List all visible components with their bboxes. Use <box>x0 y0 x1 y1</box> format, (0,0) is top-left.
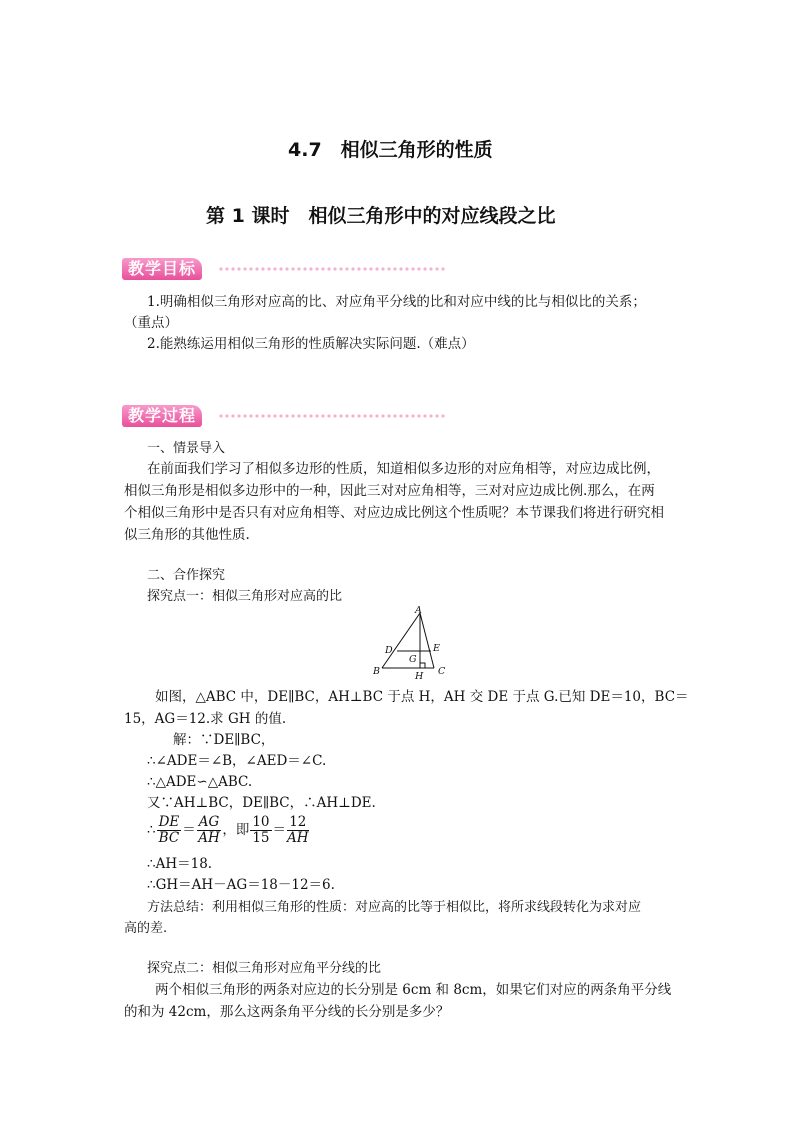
intro-line-4: 似三角形的其他性质. <box>124 527 250 543</box>
goal-line-2: （重点） <box>124 315 178 331</box>
fraction-12-ah: $\frac{12}{AH}$ <box>287 814 309 846</box>
part2-heading: 二、合作探究 <box>147 568 226 583</box>
goal-line-1: 1.明确相似三角形对应高的比、对应角平分线的比和对应中线的比与相似比的关系； <box>147 294 646 310</box>
solution-line-2: ∴∠ADE＝∠B，∠AED＝∠C. <box>147 753 327 769</box>
label-a: A <box>415 605 422 616</box>
lesson-title: 第 1 课时 相似三角形中的对应线段之比 <box>206 205 556 227</box>
banner-label: 教学过程 <box>122 405 202 427</box>
banner-teaching-process <box>122 405 446 427</box>
label-c: C <box>438 666 446 677</box>
solution-line-4: 又∵AH⊥BC，DE∥BC，∴AH⊥DE. <box>147 795 376 811</box>
side-ac <box>420 613 434 668</box>
result-line-1: ∴AH＝18. <box>147 856 213 872</box>
method-line-1: 方法总结：利用相似三角形的性质：对应高的比等于相似比，将所求线段转化为求对应 <box>147 900 642 915</box>
therefore-sign: ∴ <box>147 822 156 838</box>
banner-dots <box>218 412 446 420</box>
problem2-line-1: 两个相似三角形的两条对应边的长分别是 6cm 和 8cm，如果它们对应的两条角平分线 <box>155 982 672 998</box>
solution-line-3: ∴△ADE∽△ABC. <box>147 774 253 790</box>
problem-line-2: 15，AG＝12.求 GH 的值. <box>124 711 287 727</box>
equals-sign: ＝ <box>272 822 287 838</box>
fraction-10-15: $\frac{10}{15}$ <box>252 814 270 846</box>
label-h: H <box>415 671 424 682</box>
namely-text: ，即 <box>222 822 250 838</box>
solution-line-1: 解：∵DE∥BC， <box>173 732 275 748</box>
banner-label: 教学目标 <box>122 258 202 280</box>
section-title: 4.7 相似三角形的性质 <box>288 139 493 161</box>
triangle-figure <box>368 604 456 684</box>
banner-teaching-goals <box>122 258 446 280</box>
banner-dots <box>218 265 446 273</box>
problem-line-1: 如图，△ABC 中，DE∥BC，AH⊥BC 于点 H，AH 交 DE 于点 G.已知 DE＝10，BC＝ <box>155 689 689 705</box>
intro-line-1: 在前面我们学习了相似多边形的性质，知道相似多边形的对应角相等，对应边成比例， <box>147 461 660 477</box>
intro-line-2: 相似三角形是相似多边形中的一种，因此三对对应角相等，三对对应边成比例.那么，在两 <box>124 483 655 499</box>
label-e: E <box>433 643 440 654</box>
point1-title: 探究点一：相似三角形对应高的比 <box>147 589 343 604</box>
right-angle-mark <box>420 663 425 668</box>
label-d: D <box>385 645 393 656</box>
fraction-equation <box>147 815 310 846</box>
intro-line-3: 个相似三角形中是否只有对应角相等、对应边成比例这个性质呢？本节课我们将进行研究相 <box>124 505 664 521</box>
label-g: G <box>409 654 417 665</box>
part1-heading: 一、情景导入 <box>147 441 226 456</box>
method-line-2: 高的差. <box>124 921 168 936</box>
fraction-de-bc: $\frac{DE}{BC}$ <box>158 814 180 846</box>
fraction-ag-ah: $\frac{AG}{AH}$ <box>198 814 220 846</box>
result-line-2: ∴GH＝AH－AG＝18－12＝6. <box>147 877 335 893</box>
point2-title: 探究点二：相似三角形对应角平分线的比 <box>147 961 382 976</box>
goal-line-3: 2.能熟练运用相似三角形的性质解决实际问题.（难点） <box>147 336 475 352</box>
problem2-line-2: 的和为 42cm，那么这两条角平分线的长分别是多少？ <box>124 1004 450 1020</box>
label-b: B <box>373 666 380 677</box>
equals-sign: ＝ <box>182 822 196 838</box>
